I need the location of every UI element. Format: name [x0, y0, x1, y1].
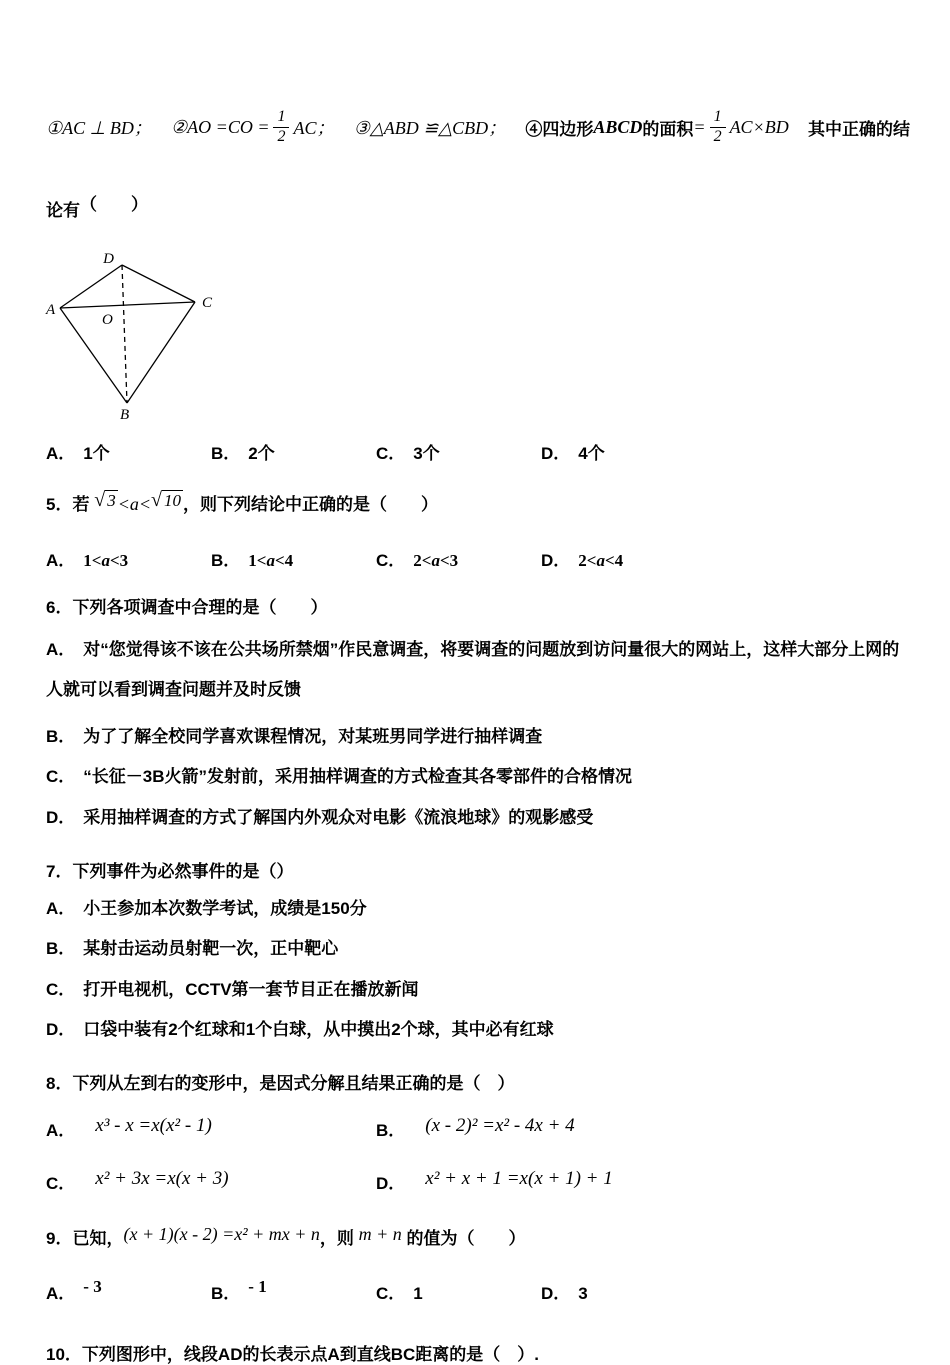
question-9-options [46, 1279, 910, 1304]
sqrt-10: √ 10 [150, 489, 181, 511]
statements-line [46, 96, 910, 158]
edge-da [60, 265, 122, 308]
question-9-stem: 9．已知，(x + 1)(x - 2) =x² + mx + n，则 m + n 的值为（ ） [46, 1224, 526, 1249]
question-6-option-d: D． 采用抽样调查的方式了解国内外观众对电影《流浪地球》的观影感受 [46, 807, 594, 827]
question-7-stem: 7．下列事件为必然事件的是（） [46, 861, 294, 881]
statement-4-mid: 的面积 [642, 119, 694, 139]
question-number: 10． [46, 1345, 82, 1365]
edge-dc [122, 265, 195, 302]
edge-ab [60, 308, 127, 403]
question-4-options [46, 439, 910, 464]
question-7-option-b: B． 某射击运动员射靶一次，正中靶心 [46, 939, 339, 959]
option-c: C． x² + 3x =x(x + 3) [46, 1167, 229, 1194]
option-d: D． 4个 [541, 444, 605, 463]
statement-4-var: ABCD [593, 116, 643, 137]
option-a: A． 1<a<3 [46, 551, 129, 570]
statement-2-post: AC； [293, 118, 335, 138]
sqrt-3: √ 3 [94, 489, 116, 511]
statements-line-2 [46, 196, 910, 221]
answer-blank-parens: （ ） [80, 195, 148, 214]
option-d: D． 2<a<4 [541, 551, 624, 570]
vertex-label-a: A [46, 302, 56, 318]
question-7-option-d: D． 口袋中装有2个红球和1个白球，从中摸出2个球，其中必有红球 [46, 1019, 554, 1039]
question-10-stem: 10．下列图形中，线段AD的长表示点A到直线BC距离的是（ ）. [46, 1345, 540, 1365]
vertex-label-b: B [120, 407, 130, 423]
question-5-options [46, 546, 910, 571]
question-8-options [46, 1116, 910, 1194]
option-a: A． 1个 [46, 444, 110, 463]
question-6-option-b: B． 为了了解全校同学喜欢课程情况，对某班男同学进行抽样调查 [46, 726, 543, 746]
question-number: 5． [46, 495, 73, 514]
option-d: D． 3 [541, 1284, 588, 1304]
question-6-option-a: A． 对“您觉得该不该在公共场所禁烟”作民意调查，将要调查的问题放到访问量很大的网站上，这样大部分上网的人就可以看到调查问题并及时反馈 [46, 640, 900, 699]
option-c: C． 3个 [376, 444, 440, 463]
question-8-stem: 8．下列从左到右的变形中，是因式分解且结果正确的是（ ） [46, 1074, 515, 1094]
kite-figure-svg [46, 251, 276, 423]
option-b: B． - 1 [211, 1277, 267, 1304]
option-c: C． 1 [376, 1284, 423, 1304]
diagonal-ac [60, 302, 195, 308]
edge-cb [127, 302, 195, 403]
question-number: 6． [46, 598, 73, 617]
question-6-stem: 6．下列各项调查中合理的是（ ） [46, 598, 328, 617]
question-5-stem: 5．若 √ 3 <a<√ 10 ，则下列结论中正确的是（ ） [46, 489, 438, 514]
question-number: 7． [46, 861, 73, 881]
statement-2 [171, 108, 334, 146]
diagonal-db-dashed [122, 265, 127, 403]
kite-figure [46, 251, 276, 423]
question-6-option-c: C． “长征－3B火箭”发射前，采用抽样调查的方式检查其各零部件的合格情况 [46, 767, 633, 787]
vertex-label-o: O [102, 312, 113, 328]
question-number: 9． [46, 1229, 73, 1249]
vertex-label-c: C [202, 295, 213, 311]
option-b: B． 2个 [211, 444, 275, 463]
statements-line-2-text: 论有 [46, 201, 80, 220]
fraction-denominator: 2 [710, 127, 726, 146]
fraction-numerator: 1 [277, 108, 286, 126]
option-c: C． 2<a<3 [376, 551, 459, 570]
option-a: A． - 3 [46, 1277, 102, 1304]
fraction-one-half [273, 108, 289, 146]
statement-2-pre: ②AO =CO = [171, 116, 270, 137]
question-number: 8． [46, 1074, 73, 1094]
statement-3: ③△ABD ≌△CBD； [353, 118, 507, 138]
fraction-one-half [710, 108, 726, 146]
statement-4-pre: ④四边形 [525, 119, 594, 139]
option-b: B． 1<a<4 [211, 551, 294, 570]
fraction-numerator: 1 [713, 108, 722, 126]
statement-4 [525, 108, 788, 146]
option-b: B． (x - 2)² =x² - 4x + 4 [376, 1114, 575, 1141]
question-7-option-c: C． 打开电视机，CCTV第一套节目正在播放新闻 [46, 979, 419, 999]
fraction-denominator: 2 [273, 127, 289, 146]
vertex-label-d: D [103, 251, 114, 267]
statement-4-post: AC×BD [729, 116, 789, 137]
option-a: A． x³ - x =x(x² - 1) [46, 1114, 212, 1141]
question-7-option-a: A． 小王参加本次数学考试，成绩是150分 [46, 898, 367, 918]
statements-tail: 其中正确的结 [807, 119, 910, 139]
statement-1: ①AC ⊥ BD； [46, 118, 152, 138]
statement-4-eq: = [693, 116, 706, 137]
option-d: D． x² + x + 1 =x(x + 1) + 1 [376, 1167, 613, 1194]
